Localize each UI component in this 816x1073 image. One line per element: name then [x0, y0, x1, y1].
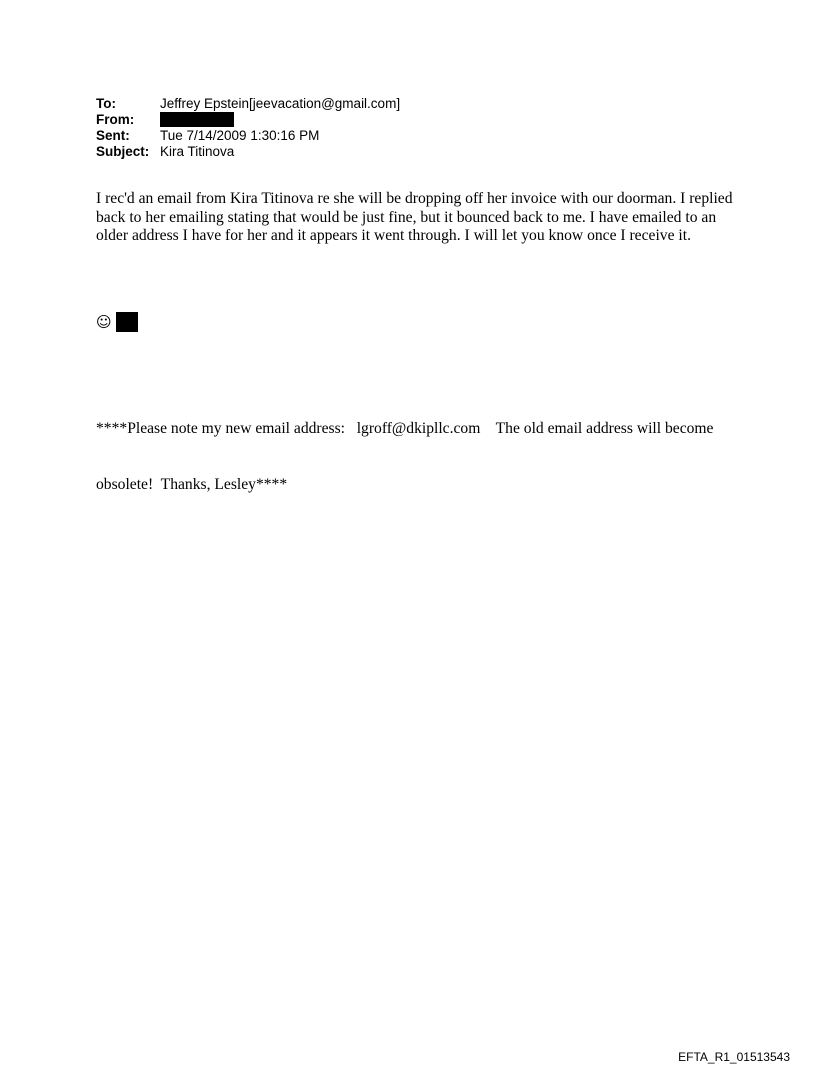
note-line-2: obsolete! Thanks, Lesley**** [96, 475, 288, 493]
to-row [96, 96, 400, 112]
email-header [96, 96, 400, 160]
email-address-note [96, 383, 756, 513]
from-label: From: [96, 112, 135, 127]
signature [96, 312, 138, 332]
from-row [96, 112, 400, 128]
to-label: To: [96, 96, 116, 111]
email-body-paragraph: I rec'd an email from Kira Titinova re she will be dropping off her invoice with our doorman. I replied back to her emailing stating that would be just fine, but it bounced back to me. I have emailed to an older address I have for her and it appears it went through. I will let you know once I receive it. [96, 190, 733, 244]
to-value: Jeffrey Epstein[jeevacation@gmail.com] [160, 96, 401, 111]
signature-redaction-block [116, 312, 138, 332]
sent-value: Tue 7/14/2009 1:30:16 PM [160, 128, 320, 143]
sent-label: Sent: [96, 128, 130, 143]
from-value-redacted [160, 112, 234, 128]
subject-value: Kira Titinova [160, 144, 235, 159]
sent-row [96, 128, 400, 144]
email-body [96, 190, 736, 246]
subject-label: Subject: [96, 144, 150, 159]
document-id: EFTA_R1_01513543 [678, 1050, 790, 1064]
note-line-1: ****Please note my new email address: lgroff@dkipllc.com The old email address will become [96, 420, 714, 437]
redaction-block [160, 112, 234, 127]
subject-row [96, 144, 400, 160]
smiley-icon: ☺ [96, 313, 112, 331]
